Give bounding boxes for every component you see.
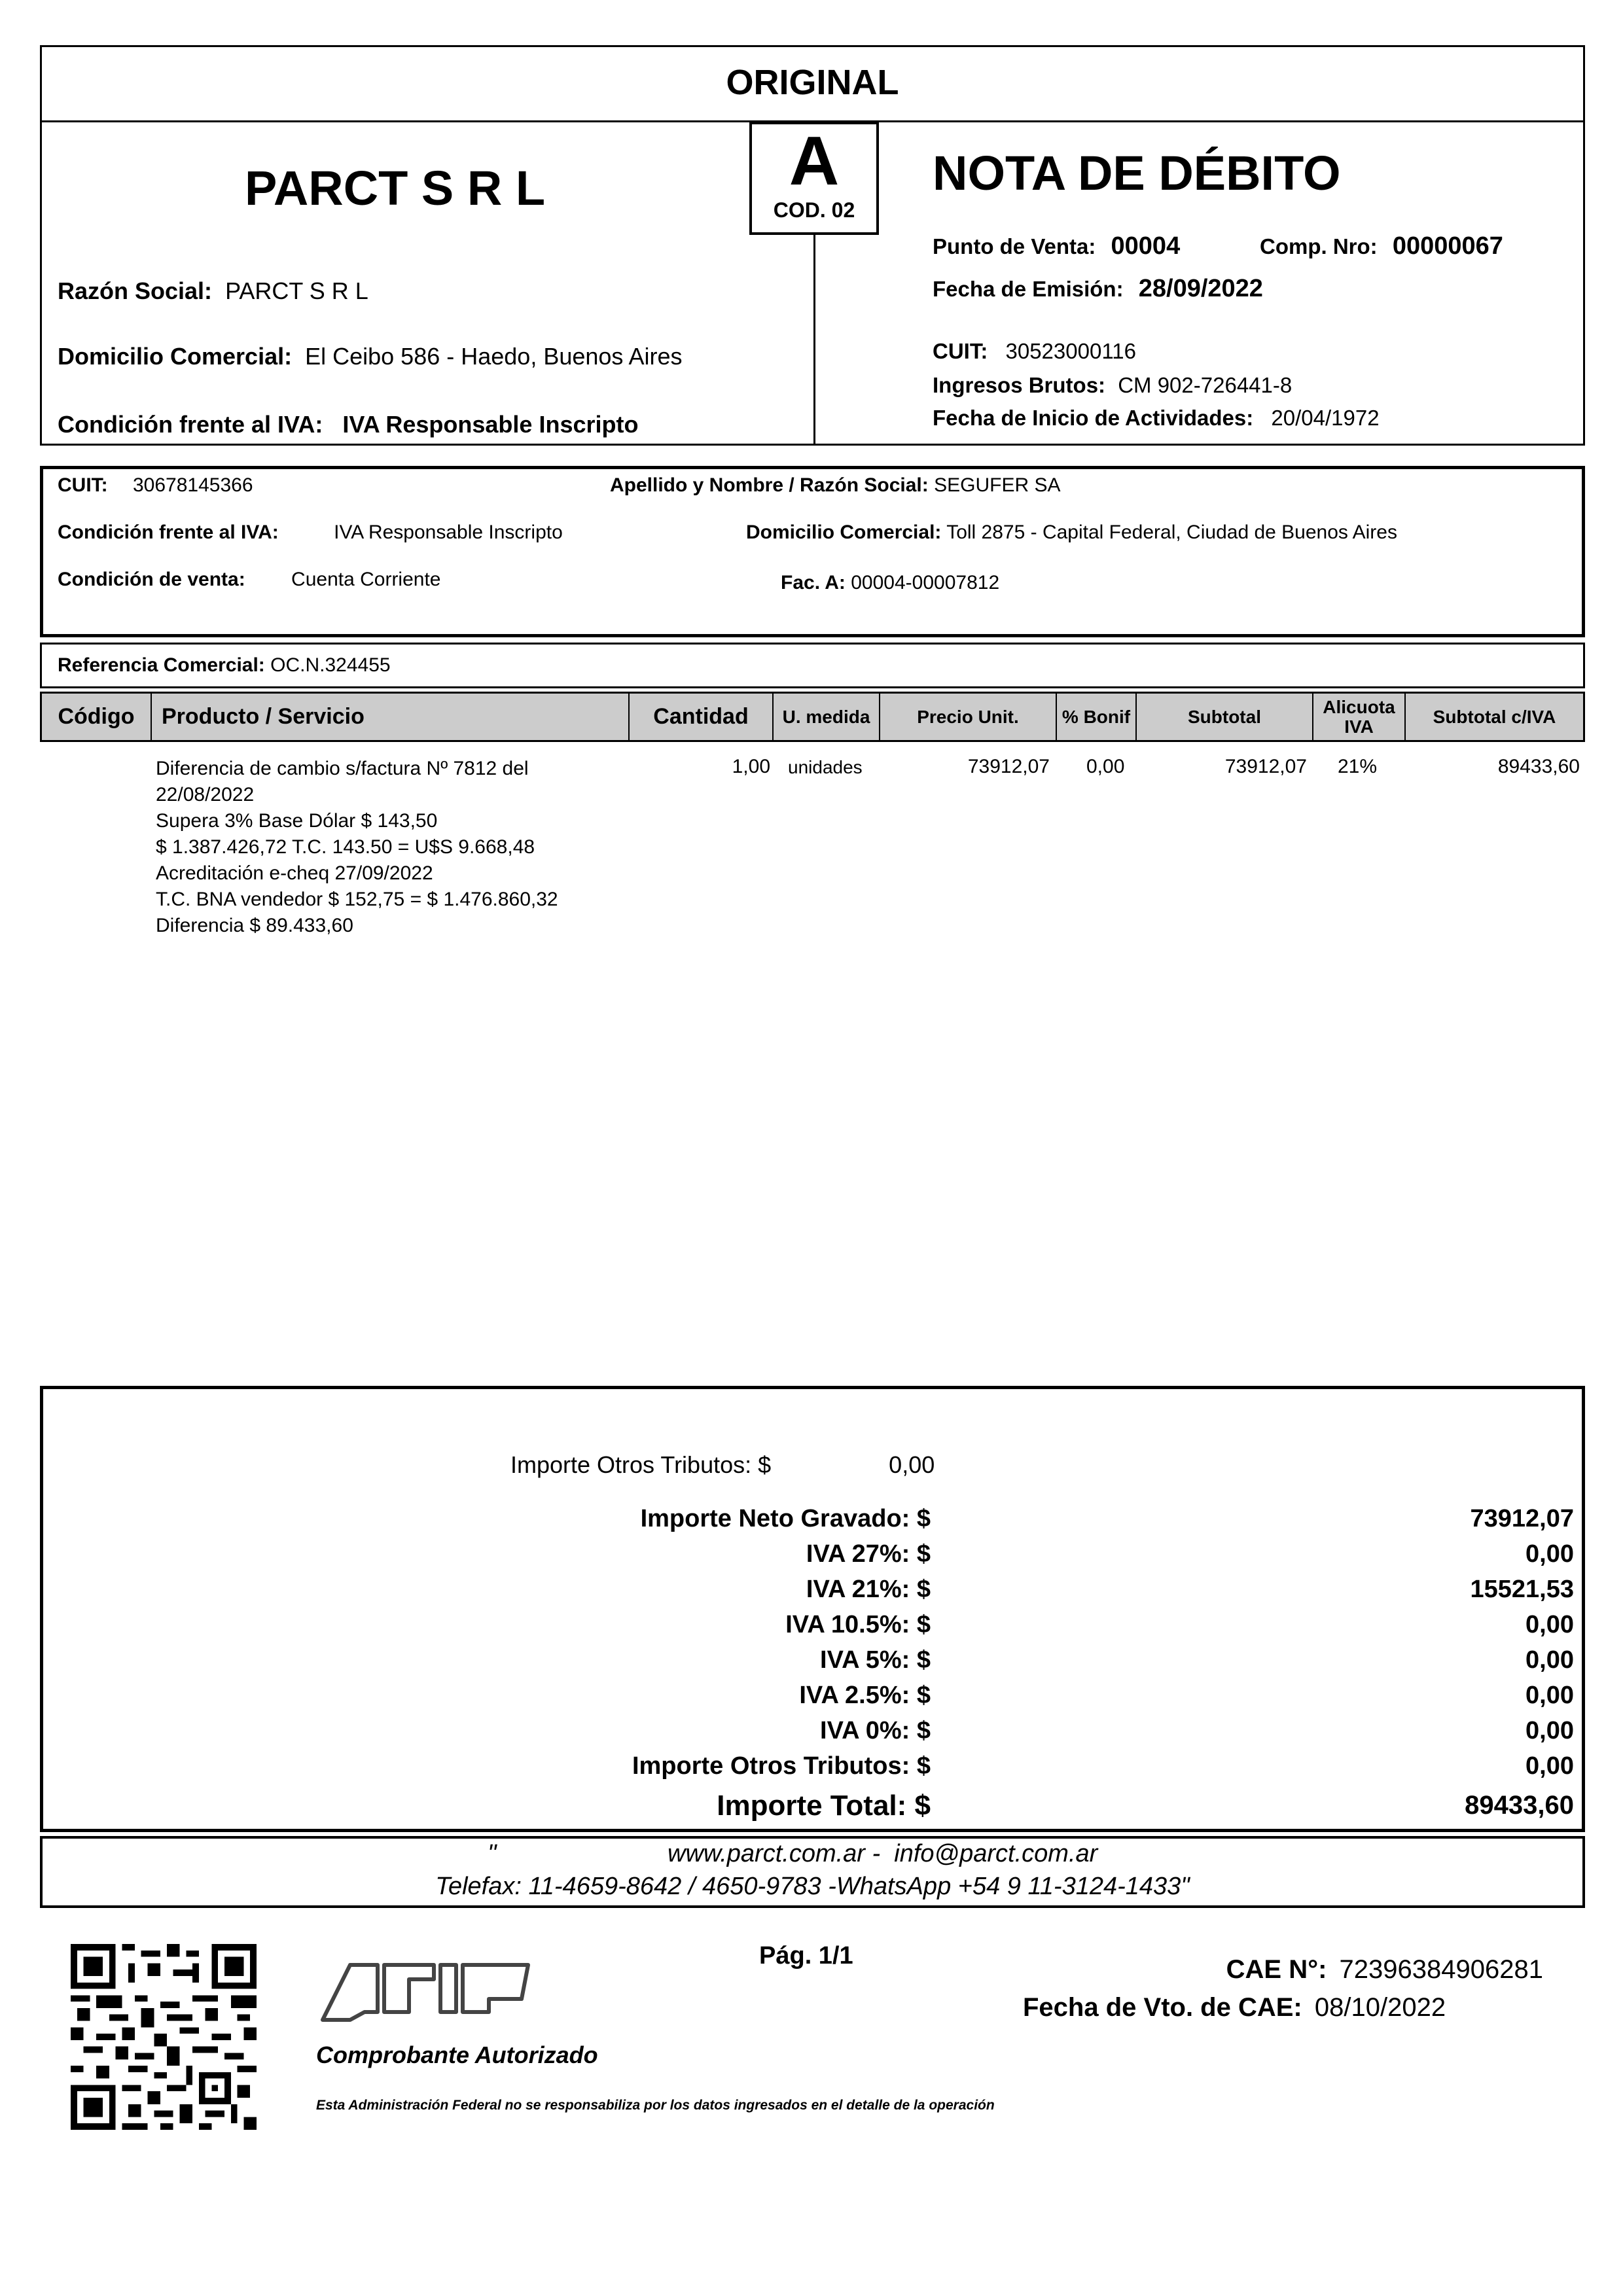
issuer-razon-social (58, 277, 368, 305)
item-descripcion-line: Diferencia $ 89.433,60 (156, 915, 353, 936)
item-bonif: 0,00 (1086, 756, 1125, 777)
punto-de-venta-label: Punto de Venta: (933, 234, 1096, 258)
client-venta-value: Cuenta Corriente (291, 569, 441, 590)
punto-de-venta (933, 232, 1180, 260)
issuer-iibb-label: Ingresos Brutos: (933, 373, 1106, 397)
qr-code-icon (71, 1944, 257, 2130)
client-domicilio-value: Toll 2875 - Capital Federal, Ciudad de Buenos Aires (946, 521, 1397, 543)
issuer-domicilio (58, 343, 682, 370)
total-iva-25-value: 0,00 (1525, 1682, 1574, 1709)
client-cuit-value: 30678145366 (133, 474, 253, 496)
issuer-cuit-value: 30523000116 (1005, 339, 1136, 363)
invoice-letter: A (789, 122, 840, 200)
client-iva-label: Condición frente al IVA: (58, 521, 279, 543)
client-iva (58, 521, 563, 544)
issuer-razon-social-value: PARCT S R L (225, 277, 368, 304)
header-vertical-divider (813, 233, 815, 445)
item-cantidad: 1,00 (732, 756, 770, 777)
col-precio: Precio Unit. (880, 694, 1057, 740)
document-title: NOTA DE DÉBITO (933, 146, 1341, 200)
cae-vto-value: 08/10/2022 (1314, 1993, 1446, 2022)
issuer-iibb-value: CM 902-726441-8 (1118, 373, 1293, 397)
cae-label: CAE N°: (1226, 1955, 1327, 1984)
otros-tributos-value: 0,00 (889, 1451, 935, 1478)
issuer-domicilio-label: Domicilio Comercial: (58, 343, 293, 370)
total-iva-0-value: 0,00 (1525, 1717, 1574, 1744)
total-iva-0-label: IVA 0%: $ (820, 1717, 931, 1744)
client-fac-value: 00004-00007812 (851, 572, 1000, 593)
issuer-inicio-value: 20/04/1972 (1271, 406, 1380, 430)
client-cuit-label: CUIT: (58, 474, 108, 496)
item-descripcion-line: Diferencia de cambio s/factura Nº 7812 del (156, 758, 529, 779)
total-iva-21-value: 15521,53 (1470, 1576, 1574, 1603)
contact-web-email: www.parct.com.ar - info@parct.com.ar (668, 1840, 1098, 1867)
contact-quote: " (488, 1840, 497, 1867)
item-descripcion (156, 756, 558, 939)
client-fac-label: Fac. A: (781, 572, 846, 593)
copy-label: ORIGINAL (726, 63, 899, 102)
comprobante-autorizado: Comprobante Autorizado (316, 2041, 598, 2068)
cae-value: 72396384906281 (1339, 1955, 1543, 1984)
total-iva-21-label: IVA 21%: $ (806, 1576, 931, 1603)
comp-nro-value: 00000067 (1392, 232, 1503, 260)
reference-value: OC.N.324455 (270, 654, 391, 676)
total-iva-5-value: 0,00 (1525, 1646, 1574, 1674)
item-descripcion-line: $ 1.387.426,72 T.C. 143.50 = U$S 9.668,48 (156, 836, 535, 858)
comp-nro (1260, 232, 1503, 260)
client-nombre-label: Apellido y Nombre / Razón Social: (610, 474, 929, 496)
total-neto-gravado-label: Importe Neto Gravado: $ (640, 1505, 931, 1532)
cae-vto-label: Fecha de Vto. de CAE: (1023, 1993, 1302, 2022)
col-subtotal-iva: Subtotal c/IVA (1433, 706, 1556, 727)
client-factura-asociada (781, 572, 999, 594)
cae-vto (1023, 1993, 1446, 2022)
total-iva-27-value: 0,00 (1525, 1540, 1574, 1568)
total-neto-gravado-value: 73912,07 (1470, 1505, 1574, 1532)
punto-de-venta-value: 00004 (1111, 232, 1181, 260)
table-row (40, 756, 1585, 939)
issuer-iva-label: Condición frente al IVA: (58, 411, 323, 438)
total-iva-105-label: IVA 10.5%: $ (785, 1611, 931, 1638)
issuer-cuit (933, 339, 1136, 364)
col-producto: Producto / Servicio (152, 694, 630, 740)
client-condicion-venta (58, 569, 441, 591)
col-cantidad: Cantidad (630, 694, 774, 740)
invoice-code: COD. 02 (773, 198, 855, 222)
client-nombre (610, 474, 1060, 497)
item-descripcion-line: Acreditación e-cheq 27/09/2022 (156, 862, 433, 884)
importe-total-label: Importe Total: $ (717, 1790, 931, 1822)
col-unidad: U. medida (774, 694, 880, 740)
total-iva-105-value: 0,00 (1525, 1611, 1574, 1638)
issuer-name: PARCT S R L (244, 161, 546, 215)
item-descripcion-line: 22/08/2022 (156, 784, 255, 805)
comp-nro-label: Comp. Nro: (1260, 234, 1378, 258)
total-otros-tributos-label: Importe Otros Tributos: $ (632, 1752, 931, 1780)
issuer-inicio-label: Fecha de Inicio de Actividades: (933, 406, 1254, 430)
item-subtotal: 73912,07 (1224, 756, 1307, 777)
fecha-emision-label: Fecha de Emisión: (933, 277, 1124, 301)
issuer-iva (58, 411, 638, 438)
col-codigo: Código (42, 694, 152, 740)
item-precio: 73912,07 (967, 756, 1050, 777)
items-table-header (40, 692, 1585, 742)
client-nombre-value: SEGUFER SA (934, 474, 1061, 496)
reference-label: Referencia Comercial: (58, 654, 265, 676)
col-bonif: % Bonif (1057, 694, 1137, 740)
otros-tributos-summary (510, 1451, 935, 1479)
issuer-iva-value: IVA Responsable Inscripto (342, 411, 639, 438)
issuer-razon-social-label: Razón Social: (58, 277, 213, 304)
item-alicuota: 21% (1338, 756, 1378, 777)
client-iva-value: IVA Responsable Inscripto (334, 521, 563, 543)
page-number: Pág. 1/1 (759, 1942, 853, 1969)
cae-number (1226, 1955, 1543, 1985)
afip-logo-icon (317, 1960, 560, 2025)
otros-tributos-label: Importe Otros Tributos: $ (510, 1451, 772, 1478)
client-venta-label: Condición de venta: (58, 569, 245, 590)
client-cuit (58, 474, 253, 497)
item-subtotal-iva: 89433,60 (1497, 756, 1580, 777)
item-descripcion-line: T.C. BNA vendedor $ 152,75 = $ 1.476.860,32 (156, 889, 558, 910)
total-iva-5-label: IVA 5%: $ (820, 1646, 931, 1674)
total-otros-tributos-value: 0,00 (1525, 1752, 1574, 1780)
issuer-domicilio-value: El Ceibo 586 - Haedo, Buenos Aires (305, 343, 683, 370)
total-iva-27-label: IVA 27%: $ (806, 1540, 931, 1568)
fecha-emision (933, 275, 1263, 303)
fecha-emision-value: 28/09/2022 (1138, 275, 1263, 302)
afip-disclaimer: Esta Administración Federal no se responsabiliza por los datos ingresados en el detalle de la operación (316, 2098, 995, 2113)
col-alicuota: Alicuota IVA (1313, 694, 1406, 740)
item-unidad: unidades (788, 757, 863, 777)
client-domicilio (746, 521, 1397, 544)
item-descripcion-line: Supera 3% Base Dólar $ 143,50 (156, 810, 438, 832)
client-domicilio-label: Domicilio Comercial: (746, 521, 942, 543)
reference-comercial (58, 654, 391, 677)
contact-phones: Telefax: 11-4659-8642 / 4650-9783 -WhatsApp +54 9 11-3124-1433" (435, 1873, 1190, 1900)
issuer-cuit-label: CUIT: (933, 339, 988, 363)
issuer-inicio-actividades (933, 406, 1380, 431)
importe-total-value: 89433,60 (1465, 1791, 1574, 1820)
col-subtotal: Subtotal (1137, 694, 1313, 740)
invoice-letter-box (749, 122, 879, 235)
total-iva-25-label: IVA 2.5%: $ (799, 1682, 931, 1709)
issuer-iibb (933, 373, 1292, 398)
